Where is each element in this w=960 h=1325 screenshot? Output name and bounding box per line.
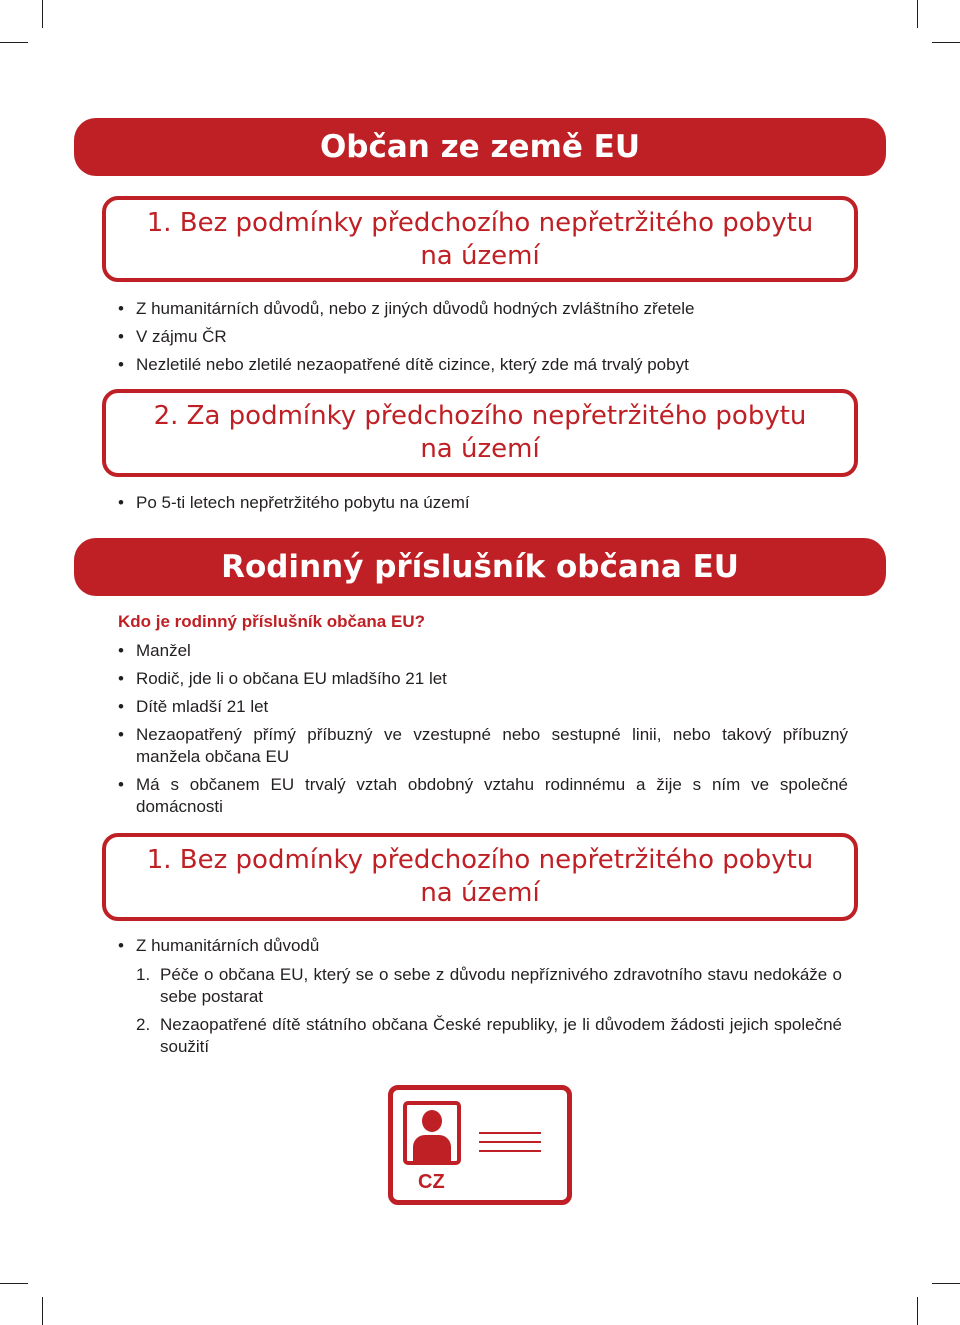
numbered-item: [136, 964, 842, 1008]
list-item: • Z humanitárních důvodů: [118, 935, 848, 957]
list-item: • Po 5-ti letech nepřetržitého pobytu na území: [118, 492, 848, 514]
question-heading: Kdo je rodinný příslušník občana EU?: [118, 612, 425, 631]
list-item: • Manžel: [118, 640, 848, 662]
condition-line: 1. Bez podmínky předchozího nepřetržitého pobytu: [146, 208, 814, 238]
person-head: [422, 1110, 442, 1132]
crop-mark: [0, 42, 28, 43]
person-body: [413, 1135, 451, 1165]
item-number: 2.: [136, 1015, 151, 1034]
item-number: 1.: [136, 965, 151, 984]
person-icon: [403, 1101, 461, 1165]
condition-line: na území: [420, 434, 540, 464]
crop-mark: [42, 0, 43, 28]
list-item: • V zájmu ČR: [118, 326, 848, 348]
condition-box: [102, 389, 858, 477]
list-item: • Nezaopatřený přímý příbuzný ve vzestupné nebo sestupné linii, nebo takový příbuzný manžela občana EU: [118, 724, 848, 768]
condition-line: na území: [420, 878, 540, 908]
condition-box: [102, 833, 858, 921]
item-text: Péče o občana EU, který se o sebe z důvodu nepříznivého zdravotního stavu nedokáže o sebe postarat: [160, 965, 842, 1006]
card-text-line: [479, 1150, 541, 1152]
list-item: • Dítě mladší 21 let: [118, 696, 848, 718]
section-title: Rodinný příslušník občana EU: [221, 549, 739, 585]
condition-line: 2. Za podmínky předchozího nepřetržitého pobytu: [153, 401, 807, 431]
numbered-item: [136, 1014, 842, 1058]
list-item: • Z humanitárních důvodů, nebo z jiných důvodů hodných zvláštního zřetele: [118, 298, 848, 320]
crop-mark: [917, 1297, 918, 1325]
condition-box: [102, 196, 858, 282]
bullet-list: [118, 298, 848, 376]
crop-mark: [42, 1297, 43, 1325]
bullet-list: [118, 640, 848, 818]
crop-mark: [0, 1283, 28, 1284]
id-card-icon: [388, 1085, 572, 1205]
country-code: CZ: [418, 1171, 445, 1193]
section-title-banner: [74, 118, 886, 176]
section-title-banner: [74, 538, 886, 596]
condition-line: 1. Bez podmínky předchozího nepřetržitého pobytu: [146, 845, 814, 875]
bullet-list: [118, 935, 848, 957]
list-item: • Nezletilé nebo zletilé nezaopatřené dítě cizince, který zde má trvalý pobyt: [118, 354, 848, 376]
card-text-line: [479, 1141, 541, 1143]
numbered-list: [136, 964, 842, 1064]
section-title: Občan ze země EU: [319, 129, 641, 165]
crop-mark: [932, 42, 960, 43]
list-item: • Rodič, jde li o občana EU mladšího 21 let: [118, 668, 848, 690]
crop-mark: [932, 1283, 960, 1284]
condition-line: na území: [420, 241, 540, 271]
item-text: Nezaopatřené dítě státního občana České republiky, je li důvodem žádosti jejich společné soužití: [160, 1015, 842, 1056]
list-item: • Má s občanem EU trvalý vztah obdobný vztahu rodinnému a žije s ním ve společné domácnosti: [118, 774, 848, 818]
bullet-list: [118, 492, 848, 514]
crop-mark: [917, 0, 918, 28]
card-text-line: [479, 1132, 541, 1134]
